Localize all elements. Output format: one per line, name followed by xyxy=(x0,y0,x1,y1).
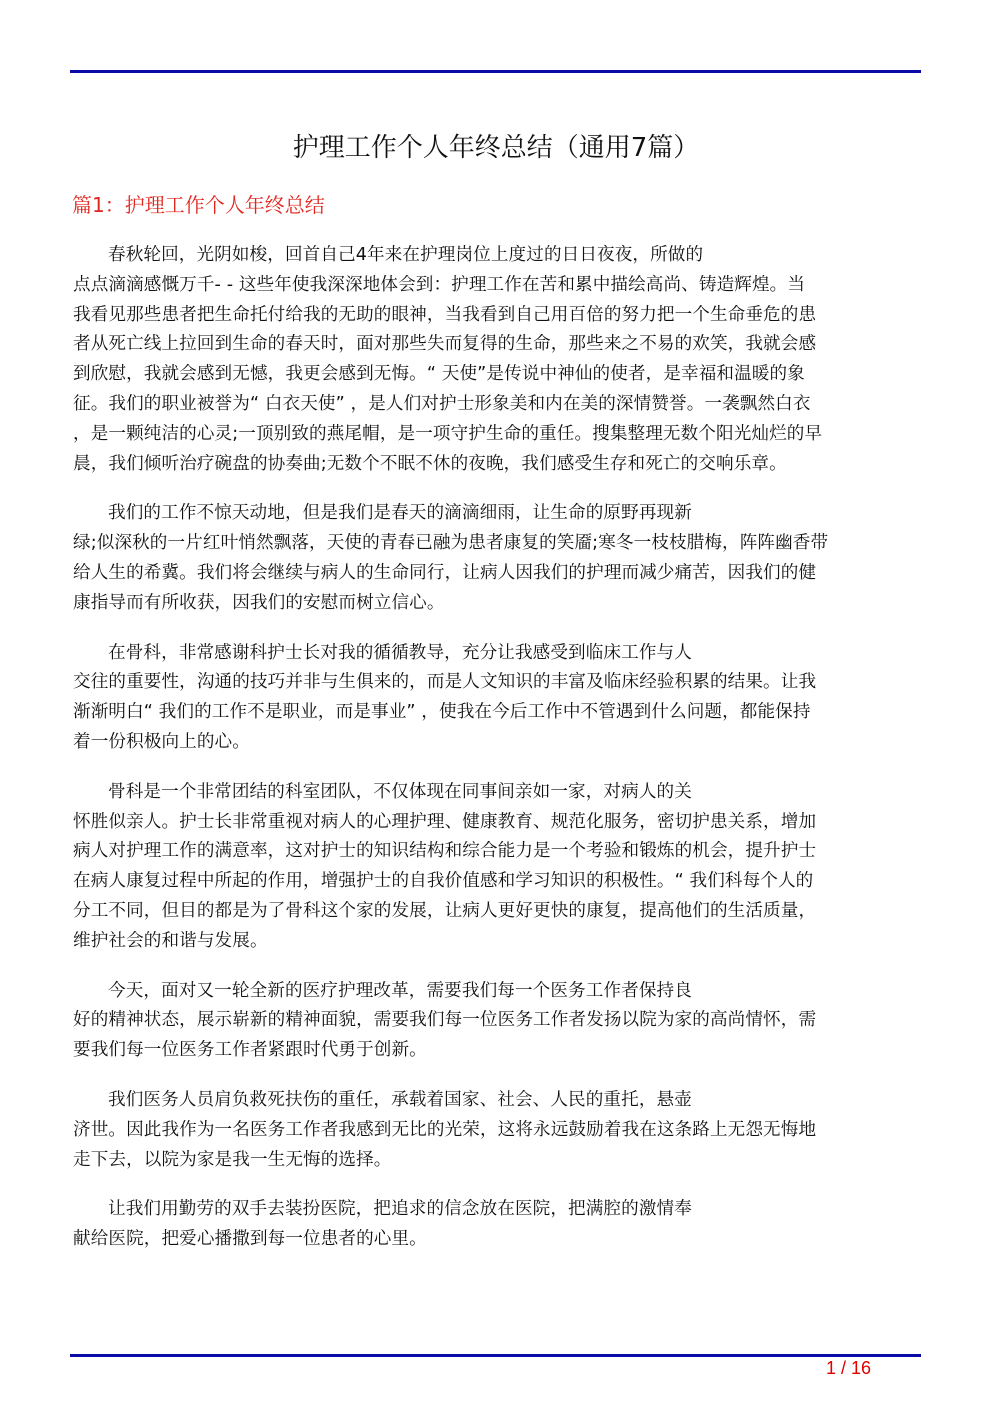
text-line: 给人生的希冀。我们将会继续与病人的生命同行，让病人因我们的护理而减少痛苦，因我们的健 xyxy=(73,562,817,583)
paragraph xyxy=(73,241,921,479)
text-line: ，是一颗纯洁的心灵;一顶别致的燕尾帽，是一项守护生命的重任。搜集整理无数个阳光灿烂的早 xyxy=(73,423,823,444)
text-line: 济世。因此我作为一名医务工作者我感到无比的光荣，这将永远鼓励着我在这条路上无怨无悔地 xyxy=(73,1119,817,1140)
text-line: 者从死亡线上拉回到生命的春天时，面对那些失而复得的生命，那些来之不易的欢笑，我就会感 xyxy=(73,334,817,355)
text-line: 献给医院，把爱心播撒到每一位患者的心里。 xyxy=(73,1229,427,1250)
text-line: 在骨科，非常感谢科护士长对我的循循教导，充分让我感受到临床工作与人 xyxy=(108,642,692,663)
text-line: 骨科是一个非常团结的科室团队，不仅体现在同事间亲如一家，对病人的关 xyxy=(108,781,692,802)
text-line: 走下去，以院为家是我一生无悔的选择。 xyxy=(73,1149,392,1170)
text-line: 交往的重要性，沟通的技巧并非与生俱来的，而是人文知识的丰富及临床经验积累的结果。让我 xyxy=(73,672,817,693)
paragraph xyxy=(73,1086,921,1175)
header-rule xyxy=(70,70,921,73)
paragraph xyxy=(73,639,921,758)
paragraph xyxy=(73,778,921,957)
text-line: 晨，我们倾听治疗碗盘的协奏曲;无数个不眠不休的夜晚，我们感受生存和死亡的交响乐章。 xyxy=(73,453,787,474)
text-line: 点点滴滴感慨万千- - 这些年使我深深地体会到：护理工作在苦和累中描绘高尚、铸造辉煌。当 xyxy=(73,274,806,295)
text-line: 分工不同，但目的都是为了骨科这个家的发展，让病人更好更快的康复，提高他们的生活质量， xyxy=(73,900,817,921)
text-line: 病人对护理工作的满意率，这对护士的知识结构和综合能力是一个考验和锻炼的机会，提升护士 xyxy=(73,841,817,862)
section-heading: 篇1：护理工作个人年终总结 xyxy=(72,193,325,217)
paragraph xyxy=(73,1195,921,1255)
text-line: 我看见那些患者把生命托付给我的无助的眼神，当我看到自己用百倍的努力把一个生命垂危的患 xyxy=(73,304,817,325)
text-line: 在病人康复过程中所起的作用，增强护士的自我价值感和学习知识的积极性。“ 我们科每个人的 xyxy=(73,871,814,892)
text-line: 怀胜似亲人。护士长非常重视对病人的心理护理、健康教育、规范化服务，密切护患关系，增加 xyxy=(73,811,817,832)
document-body xyxy=(73,241,921,1275)
document-title: 护理工作个人年终总结（通用7篇） xyxy=(292,133,700,163)
paragraph xyxy=(73,499,921,618)
text-line: 今天，面对又一轮全新的医疗护理改革，需要我们每一个医务工作者保持良 xyxy=(108,980,692,1001)
text-line: 到欣慰，我就会感到无憾，我更会感到无悔。“ 天使”是传说中神仙的使者，是幸福和温暖的象 xyxy=(73,364,805,385)
text-line: 维护社会的和谐与发展。 xyxy=(73,930,268,951)
text-line: 着一份积极向上的心。 xyxy=(73,731,250,752)
text-line: 让我们用勤劳的双手去装扮医院，把追求的信念放在医院，把满腔的激情奉 xyxy=(108,1199,692,1220)
text-line: 要我们每一位医务工作者紧跟时代勇于创新。 xyxy=(73,1040,427,1061)
page-number: 1 / 16 xyxy=(826,1358,872,1378)
text-line: 好的精神状态，展示崭新的精神面貌，需要我们每一位医务工作者发扬以院为家的高尚情怀，需 xyxy=(73,1010,817,1031)
text-line: 绿;似深秋的一片红叶悄然飘落，天使的青春已融为患者康复的笑靥;寒冬一枝枝腊梅，阵阵幽香带 xyxy=(73,533,829,554)
text-line: 渐渐明白“ 我们的工作不是职业，而是事业” ，使我在今后工作中不管遇到什么问题，都能保持 xyxy=(73,702,811,723)
footer-rule xyxy=(70,1354,921,1357)
paragraph xyxy=(73,977,921,1066)
text-line: 康指导而有所收获，因我们的安慰而树立信心。 xyxy=(73,592,445,613)
text-line: 春秋轮回，光阴如梭，回首自己4年来在护理岗位上度过的日日夜夜，所做的 xyxy=(108,245,704,265)
text-line: 我们医务人员肩负救死扶伤的重任，承载着国家、社会、人民的重托，悬壶 xyxy=(108,1089,692,1110)
text-line: 我们的工作不惊天动地，但是我们是春天的滴滴细雨，让生命的原野再现新 xyxy=(108,503,692,524)
text-line: 征。我们的职业被誉为“ 白衣天使” ，是人们对护士形象美和内在美的深情赞誉。一袭飘然白衣 xyxy=(73,393,811,414)
